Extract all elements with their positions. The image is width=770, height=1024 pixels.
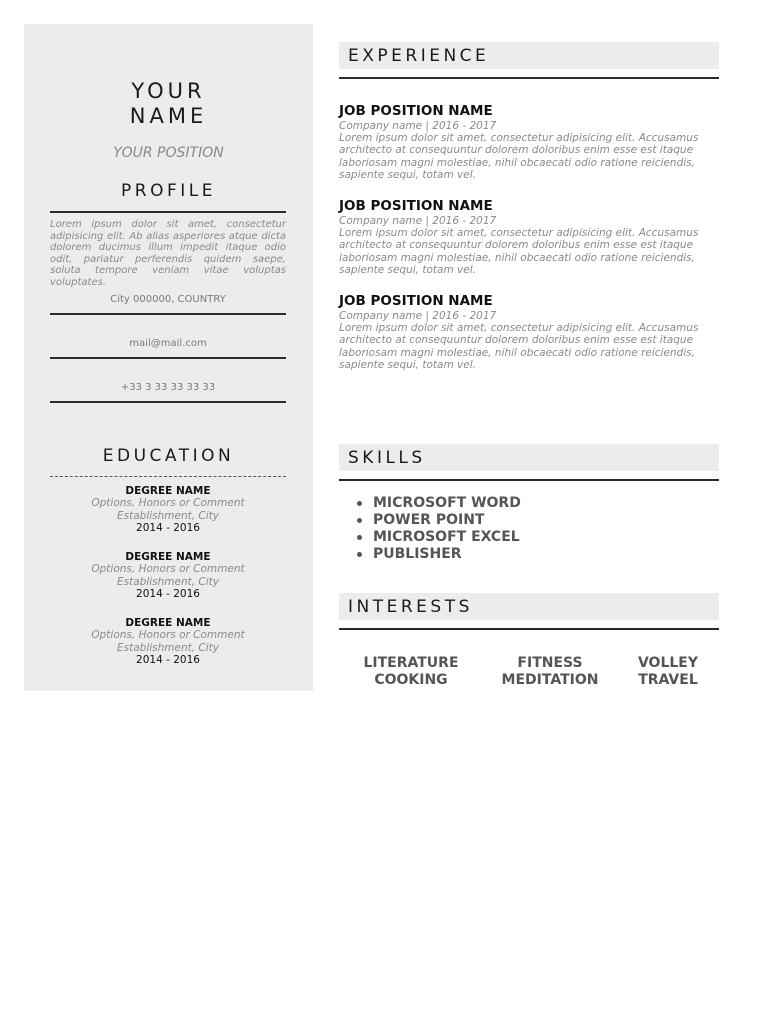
degree-options: Options, Honors or Comment xyxy=(91,563,245,576)
education-entry xyxy=(50,551,286,601)
job-title: JOB POSITION NAME xyxy=(339,293,493,309)
degree-establishment: Establishment, City xyxy=(117,509,219,522)
job-description: Lorem ipsum dolor sit amet, consectetur adipisicing elit. Accusamus architecto at consequuntur dolorem doloribus enim esse est itaque laboriosam magni molestiae, nihil obcaecati odio ratione reiciendis, sapiente sequi, totam vel. xyxy=(339,227,699,276)
job-title: JOB POSITION NAME xyxy=(339,103,493,119)
skill-label: MICROSOFT EXCEL xyxy=(373,529,520,545)
skill-item xyxy=(357,495,521,512)
bullet-icon xyxy=(357,518,362,523)
degree-name: DEGREE NAME xyxy=(125,551,211,563)
degree-options: Options, Honors or Comment xyxy=(91,629,245,642)
skills-list xyxy=(357,495,521,563)
skill-label: MICROSOFT WORD xyxy=(373,495,521,511)
phone-text: +33 3 33 33 33 33 xyxy=(120,382,216,393)
job-entry xyxy=(339,198,719,276)
skill-item xyxy=(357,529,521,546)
skills-rule xyxy=(339,479,719,481)
job-entry xyxy=(339,103,719,181)
interest-item: LITERATURE xyxy=(363,655,459,671)
degree-establishment: Establishment, City xyxy=(117,575,219,588)
degree-years: 2014 - 2016 xyxy=(136,522,200,535)
degree-establishment: Establishment, City xyxy=(117,641,219,654)
interest-item: TRAVEL xyxy=(638,672,698,688)
skill-item xyxy=(357,546,521,563)
address-text: City 000000, COUNTRY xyxy=(110,294,226,305)
job-entry xyxy=(339,293,719,371)
degree-options: Options, Honors or Comment xyxy=(91,497,245,510)
job-company: Company name | 2016 - 2017 xyxy=(339,120,497,132)
job-company: Company name | 2016 - 2017 xyxy=(339,310,497,322)
experience-heading: EXPERIENCE xyxy=(339,42,719,69)
interests-rule xyxy=(339,628,719,630)
job-title: JOB POSITION NAME xyxy=(339,198,493,214)
bullet-icon xyxy=(357,535,362,540)
job-description: Lorem ipsum dolor sit amet, consectetur adipisicing elit. Accusamus architecto at consequuntur dolorem doloribus enim esse est itaque laboriosam magni molestiae, nihil obcaecati odio ratione reiciendis, sapiente sequi, totam vel. xyxy=(339,322,699,371)
skills-heading: SKILLS xyxy=(339,444,719,471)
interest-column xyxy=(490,655,610,689)
skill-label: PUBLISHER xyxy=(373,546,462,562)
bullet-icon xyxy=(357,552,362,557)
position-title: YOUR POSITION xyxy=(113,145,224,161)
interest-item: VOLLEY xyxy=(637,655,699,671)
skill-item xyxy=(357,512,521,529)
degree-name: DEGREE NAME xyxy=(125,617,211,629)
profile-text: Lorem ipsum dolor sit amet, consectetur adipisicing elit. Ab alias asperiores atque dicta dolorem ducimus illum impedit itaque odio odit, pariatur perferendis quidem saepe, soluta tempore veniam vitae voluptas voluptates. xyxy=(50,219,286,288)
skill-label: POWER POINT xyxy=(373,512,485,528)
degree-years: 2014 - 2016 xyxy=(136,588,200,601)
interest-item: FITNESS xyxy=(517,655,583,671)
job-description: Lorem ipsum dolor sit amet, consectetur adipisicing elit. Accusamus architecto at consequuntur dolorem doloribus enim esse est itaque laboriosam magni molestiae, nihil obcaecati odio ratione reiciendis, sapiente sequi, totam vel. xyxy=(339,132,699,181)
profile-rule xyxy=(50,211,286,213)
education-rule xyxy=(50,476,286,477)
interest-item: MEDITATION xyxy=(501,672,599,688)
experience-rule xyxy=(339,77,719,79)
name-line-1: YOUR xyxy=(131,79,206,103)
degree-name: DEGREE NAME xyxy=(125,485,211,497)
profile-heading: PROFILE xyxy=(121,181,216,201)
interest-item: COOKING xyxy=(374,672,448,688)
phone-rule xyxy=(50,401,286,403)
interest-column xyxy=(350,655,472,689)
name-line-2: NAME xyxy=(129,104,208,128)
job-company: Company name | 2016 - 2017 xyxy=(339,215,497,227)
education-entry xyxy=(50,485,286,535)
email-text: mail@mail.com xyxy=(129,338,207,349)
education-entry xyxy=(50,617,286,667)
interest-column xyxy=(628,655,708,689)
degree-years: 2014 - 2016 xyxy=(136,654,200,667)
bullet-icon xyxy=(357,501,362,506)
interests-heading: INTERESTS xyxy=(339,593,719,620)
address-rule xyxy=(50,313,286,315)
email-rule xyxy=(50,357,286,359)
education-heading: EDUCATION xyxy=(102,446,235,466)
